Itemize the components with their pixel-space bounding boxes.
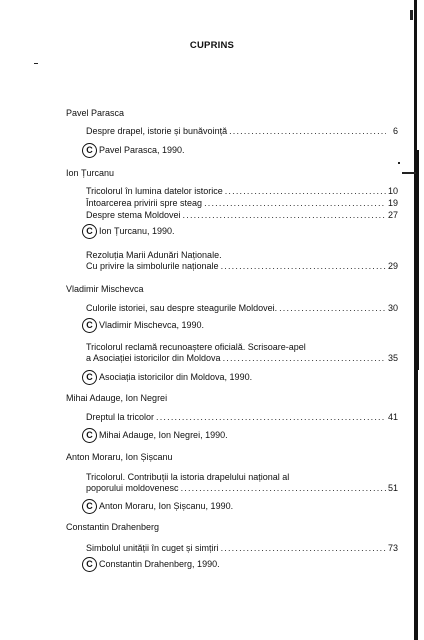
entry-title-line1: Rezoluția Marii Adunări Naționale. [86,250,222,260]
page-number: 73 [387,543,398,553]
copyright-note [82,369,252,385]
page-number: 29 [387,261,398,271]
copyright-text: Constantin Drahenberg, 1990. [99,559,220,569]
toc-entry[interactable] [86,303,398,314]
page-title: CUPRINS [189,40,235,51]
leader-dots [229,126,386,137]
entry-title: Dreptul la tricolor [86,412,155,422]
copyright-text: Vladimir Mischevca, 1990. [99,320,205,330]
entry-title-line1: Tricolorul reclamă recunoaștere oficială. Scrisoare-apel [86,342,306,352]
toc-entry[interactable] [86,186,398,197]
copyright-note [82,317,204,333]
entry-title: Despre drapel, istorie și bunăvoință [86,126,228,136]
toc-entry[interactable] [86,250,398,272]
entry-title-line1: Tricolorul. Contribuții la istoria drapelului național al [86,472,290,482]
entry-title-line2: Cu privire la simbolurile naționale [86,261,219,271]
author-heading: Vladimir Mischevca [66,284,144,294]
toc-entry[interactable] [86,210,398,221]
copyright-note [82,498,233,514]
scan-edge-shadow [414,0,417,150]
author-heading: Pavel Parasca [66,108,125,118]
copyright-text: Pavel Parasca, 1990. [99,145,185,155]
entry-title: Simbolul unității în cuget și simțiri [86,543,219,553]
toc-entry[interactable] [86,472,398,494]
toc-entry[interactable] [86,342,398,364]
entry-title: Despre stema Moldovei [86,210,181,220]
copyright-text: Ion Țurcanu, 1990. [99,226,175,236]
page-number: 6 [392,126,398,136]
leader-dots [221,261,386,272]
entry-title: Culorile istoriei, sau despre steagurile Moldovei. [86,303,278,313]
scan-edge-shadow [414,150,419,370]
entry-title: Tricolorul în lumina datelor istorice [86,186,223,196]
author-heading: Mihai Adauge, Ion Negrei [66,393,168,403]
copyright-icon: C [82,499,97,514]
leader-dots [223,353,386,364]
page-number: 35 [387,353,398,363]
author-heading: Anton Moraru, Ion Șișcanu [66,452,173,462]
scan-speck [398,162,400,164]
copyright-note [82,556,220,572]
page-number: 19 [387,198,398,208]
leader-dots [221,543,386,554]
toc-entry[interactable] [86,126,398,137]
copyright-note [82,142,185,158]
leader-dots [183,210,386,221]
leader-dots [225,186,386,197]
copyright-text: Mihai Adauge, Ion Negrei, 1990. [99,430,228,440]
toc-entry[interactable] [86,198,398,209]
toc-entry[interactable] [86,412,398,423]
page-number: 41 [387,412,398,422]
author-heading: Constantin Drahenberg [66,522,160,532]
copyright-icon: C [82,370,97,385]
copyright-note [82,223,175,239]
scan-edge-shadow [414,370,418,640]
copyright-icon: C [82,224,97,239]
copyright-icon: C [82,557,97,572]
copyright-icon: C [82,143,97,158]
leader-dots [204,198,386,209]
copyright-icon: C [82,428,97,443]
author-heading: Ion Țurcanu [66,168,115,178]
scan-speck [410,10,413,20]
entry-title: Întoarcerea privirii spre steag [86,198,203,208]
leader-dots [279,303,386,314]
entry-title-line2: poporului moldovenesc [86,483,179,493]
toc-entry[interactable] [86,543,398,554]
leader-dots [156,412,386,423]
page-number: 30 [387,303,398,313]
copyright-text: Anton Moraru, Ion Șișcanu, 1990. [99,501,234,511]
page-number: 27 [387,210,398,220]
copyright-icon: C [82,318,97,333]
page-number: 51 [387,483,398,493]
page-number: 10 [387,186,398,196]
copyright-note [82,427,228,443]
scan-speck [402,172,416,174]
scan-speck [34,63,38,64]
leader-dots [181,483,386,494]
entry-title-line2: a Asociației istoricilor din Moldova [86,353,221,363]
copyright-text: Asociația istoricilor din Moldova, 1990. [99,372,253,382]
